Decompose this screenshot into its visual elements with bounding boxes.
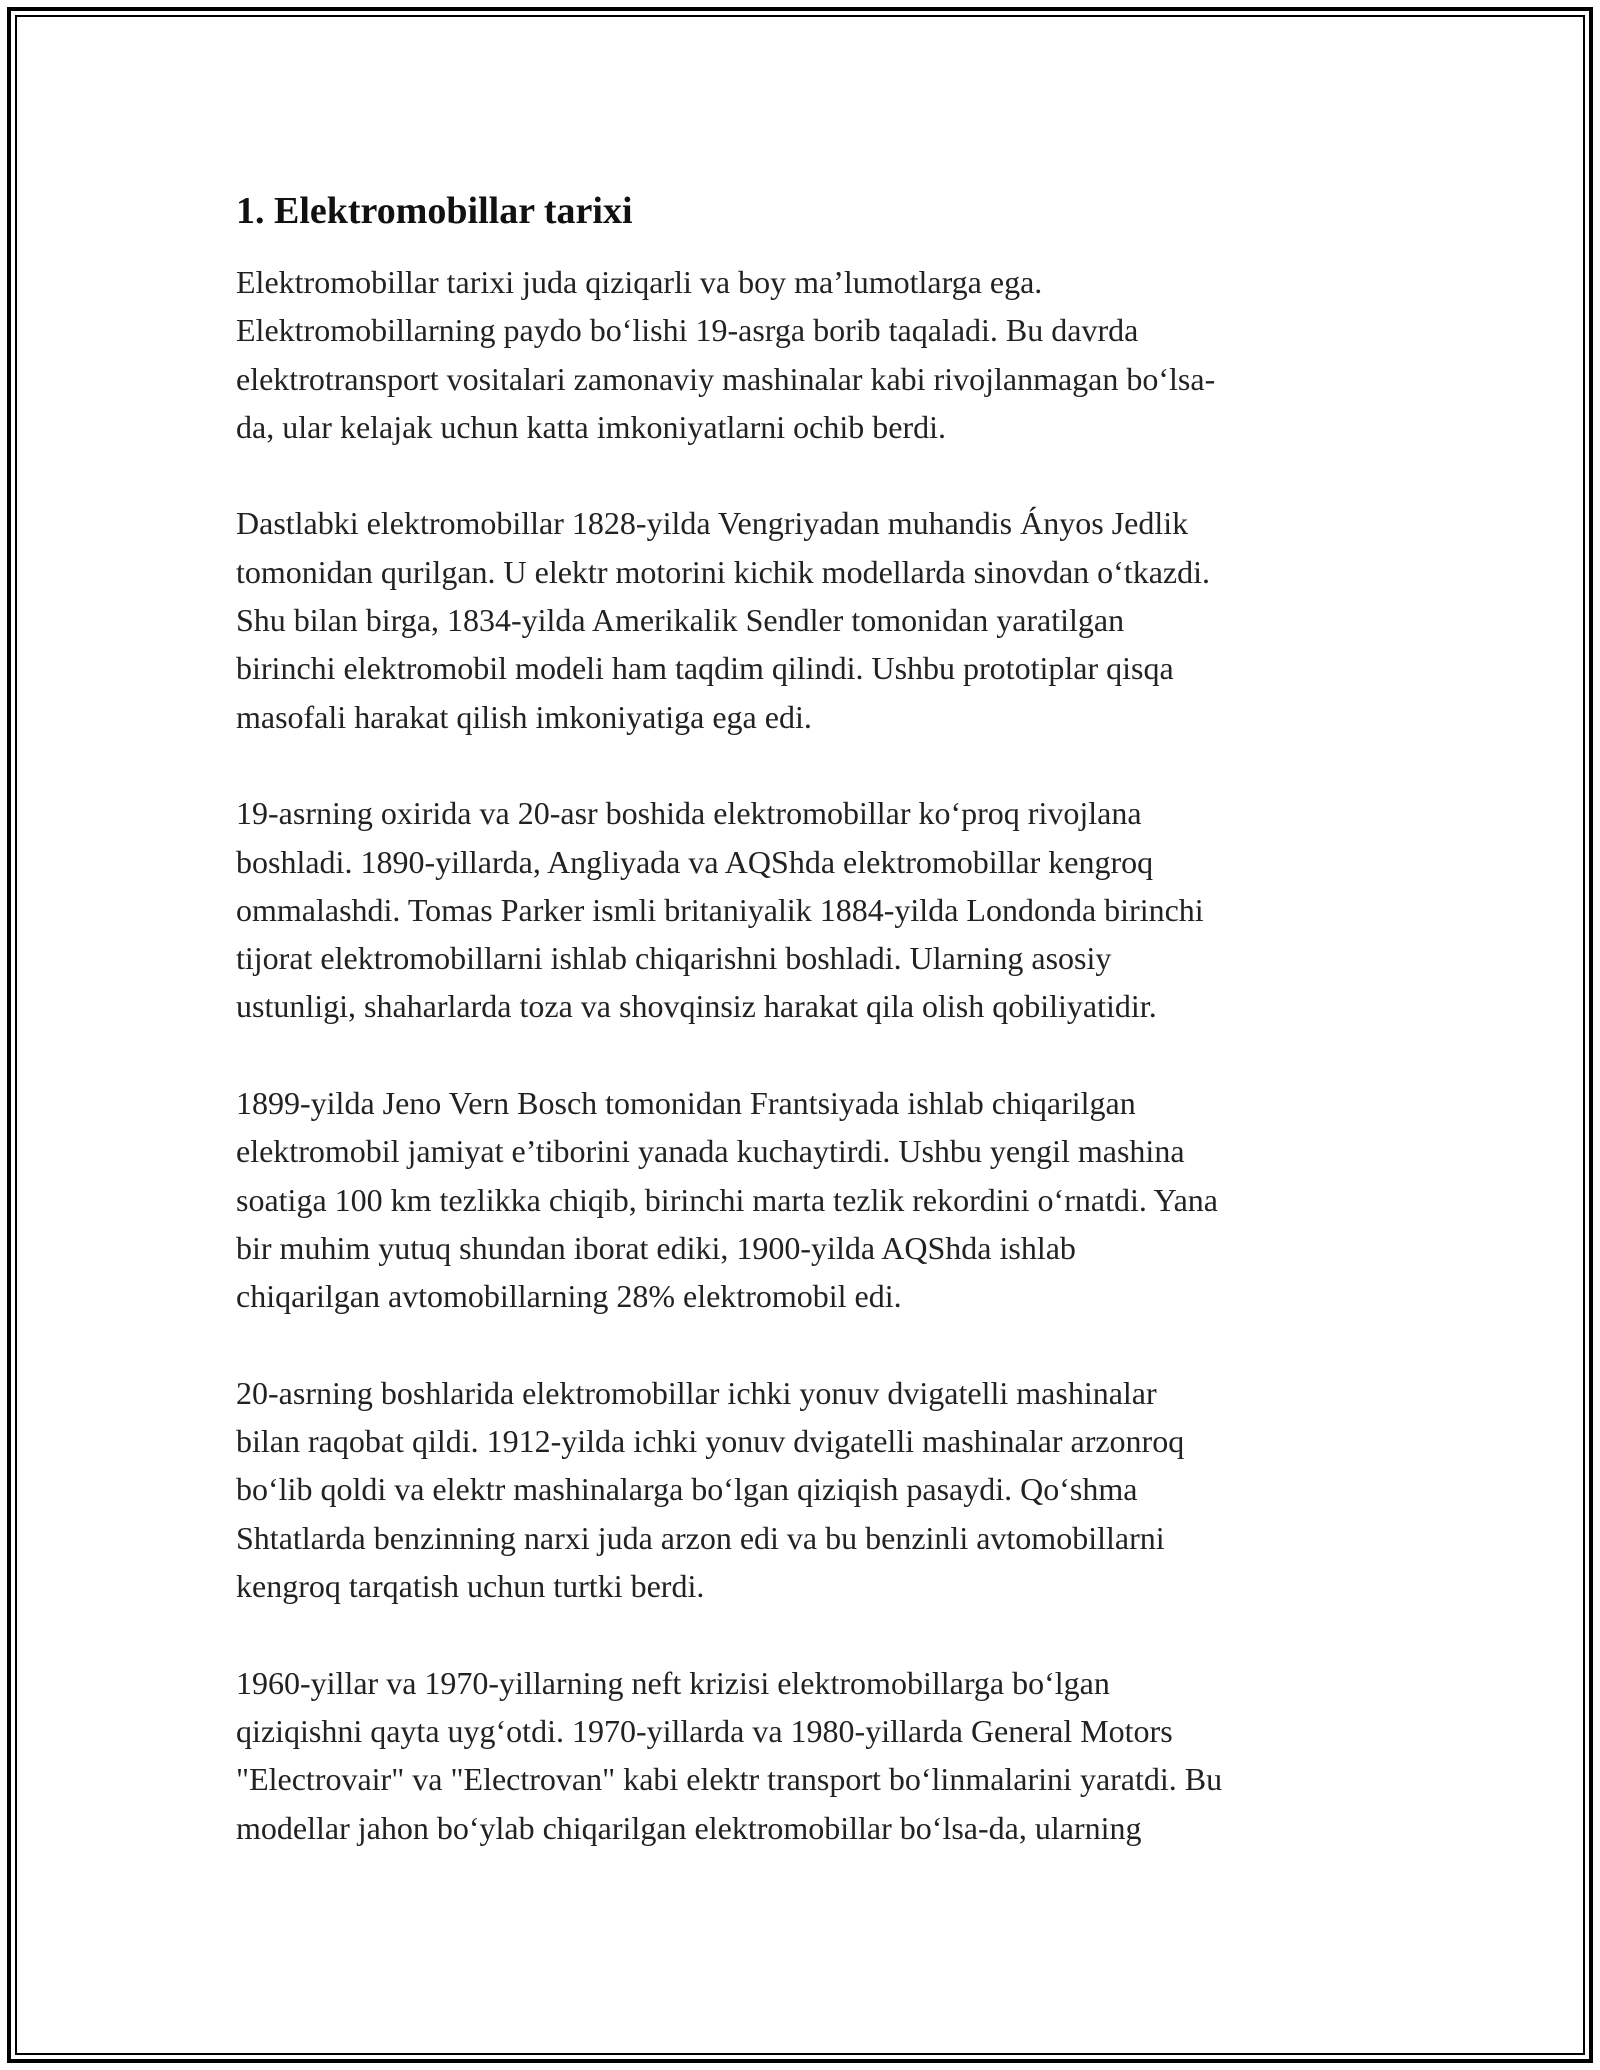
text-line: Elektromobillarning paydo bo‘lishi 19-asrga borib taqaladi. Bu davrda: [236, 312, 1139, 349]
text-line: kengroq tarqatish uchun turtki berdi.: [236, 1568, 705, 1605]
text-line: masofali harakat qilish imkoniyatiga ega edi.: [236, 698, 812, 735]
text-line: tijorat elektromobillarni ishlab chiqarishni boshladi. Ularning asosiy: [236, 940, 1112, 977]
text-line: modellar jahon bo‘ylab chiqarilgan elektromobillar bo‘lsa-da, ularning: [236, 1809, 1142, 1846]
text-line: ustunligi, shaharlarda toza va shovqinsiz harakat qila olish qobiliyatidir.: [236, 988, 1157, 1025]
paragraph-5: [236, 1369, 1376, 1610]
text-line: da, ular kelajak uchun katta imkoniyatlarni ochib berdi.: [236, 408, 946, 445]
text-line: qiziqishni qayta uyg‘otdi. 1970-yillarda va 1980-yillarda General Motors: [236, 1712, 1173, 1749]
paragraph-4: [236, 1079, 1376, 1320]
text-line: 19-asrning oxirida va 20-asr boshida elektromobillar ko‘proq rivojlana: [236, 795, 1142, 832]
text-line: bilan raqobat qildi. 1912-yilda ichki yonuv dvigatelli mashinalar arzonroq: [236, 1423, 1185, 1460]
text-line: soatiga 100 km tezlikka chiqib, birinchi marta tezlik rekordini o‘rnatdi. Yana: [236, 1181, 1218, 1218]
text-line: boshladi. 1890-yillarda, Angliyada va AQShda elektromobillar kengroq: [236, 843, 1154, 880]
text-line: elektrotransport vositalari zamonaviy mashinalar kabi rivojlanmagan bo‘lsa-: [236, 360, 1216, 397]
text-line: elektromobil jamiyat e’tiborini yanada kuchaytirdi. Ushbu yengil mashina: [236, 1133, 1185, 1170]
text-line: Dastlabki elektromobillar 1828-yilda Vengriyadan muhandis Ányos Jedlik: [236, 505, 1189, 542]
text-line: bir muhim yutuq shundan iborat ediki, 1900-yilda AQShda ishlab: [236, 1229, 1076, 1266]
text-line: ommalashdi. Tomas Parker ismli britaniyalik 1884-yilda Londonda birinchi: [236, 891, 1204, 928]
text-line: "Electrovair" va "Electrovan" kabi elektr transport bo‘linmalarini yaratdi. Bu: [236, 1761, 1223, 1798]
document-body: [236, 188, 1376, 1900]
text-line: tomonidan qurilgan. U elektr motorini kichik modellarda sinovdan o‘tkazdi.: [236, 553, 1210, 590]
text-line: chiqarilgan avtomobillarning 28% elektromobil edi.: [236, 1278, 902, 1315]
text-line: 20-asrning boshlarida elektromobillar ichki yonuv dvigatelli mashinalar: [236, 1374, 1157, 1411]
paragraph-1: [236, 258, 1376, 451]
text-line: birinchi elektromobil modeli ham taqdim qilindi. Ushbu prototiplar qisqa: [236, 650, 1174, 687]
text-line: Elektromobillar tarixi juda qiziqarli va boy ma’lumotlarga ega.: [236, 264, 1043, 300]
paragraph-2: [236, 499, 1376, 740]
text-line: Shu bilan birga, 1834-yilda Amerikalik Sendler tomonidan yaratilgan: [236, 602, 1125, 639]
text-line: 1960-yillar va 1970-yillarning neft krizisi elektromobillarga bo‘lgan: [236, 1664, 1110, 1701]
text-line: bo‘lib qoldi va elektr mashinalarga bo‘lgan qiziqish pasaydi. Qo‘shma: [236, 1471, 1138, 1508]
text-line: 1899-yilda Jeno Vern Bosch tomonidan Frantsiyada ishlab chiqarilgan: [236, 1085, 1136, 1122]
text-line: Shtatlarda benzinning narxi juda arzon edi va bu benzinli avtomobillarni: [236, 1519, 1165, 1556]
paragraph-6: [236, 1659, 1376, 1852]
section-heading: 1. Elektromobillar tarixi: [236, 190, 633, 232]
paragraph-3: [236, 789, 1376, 1030]
